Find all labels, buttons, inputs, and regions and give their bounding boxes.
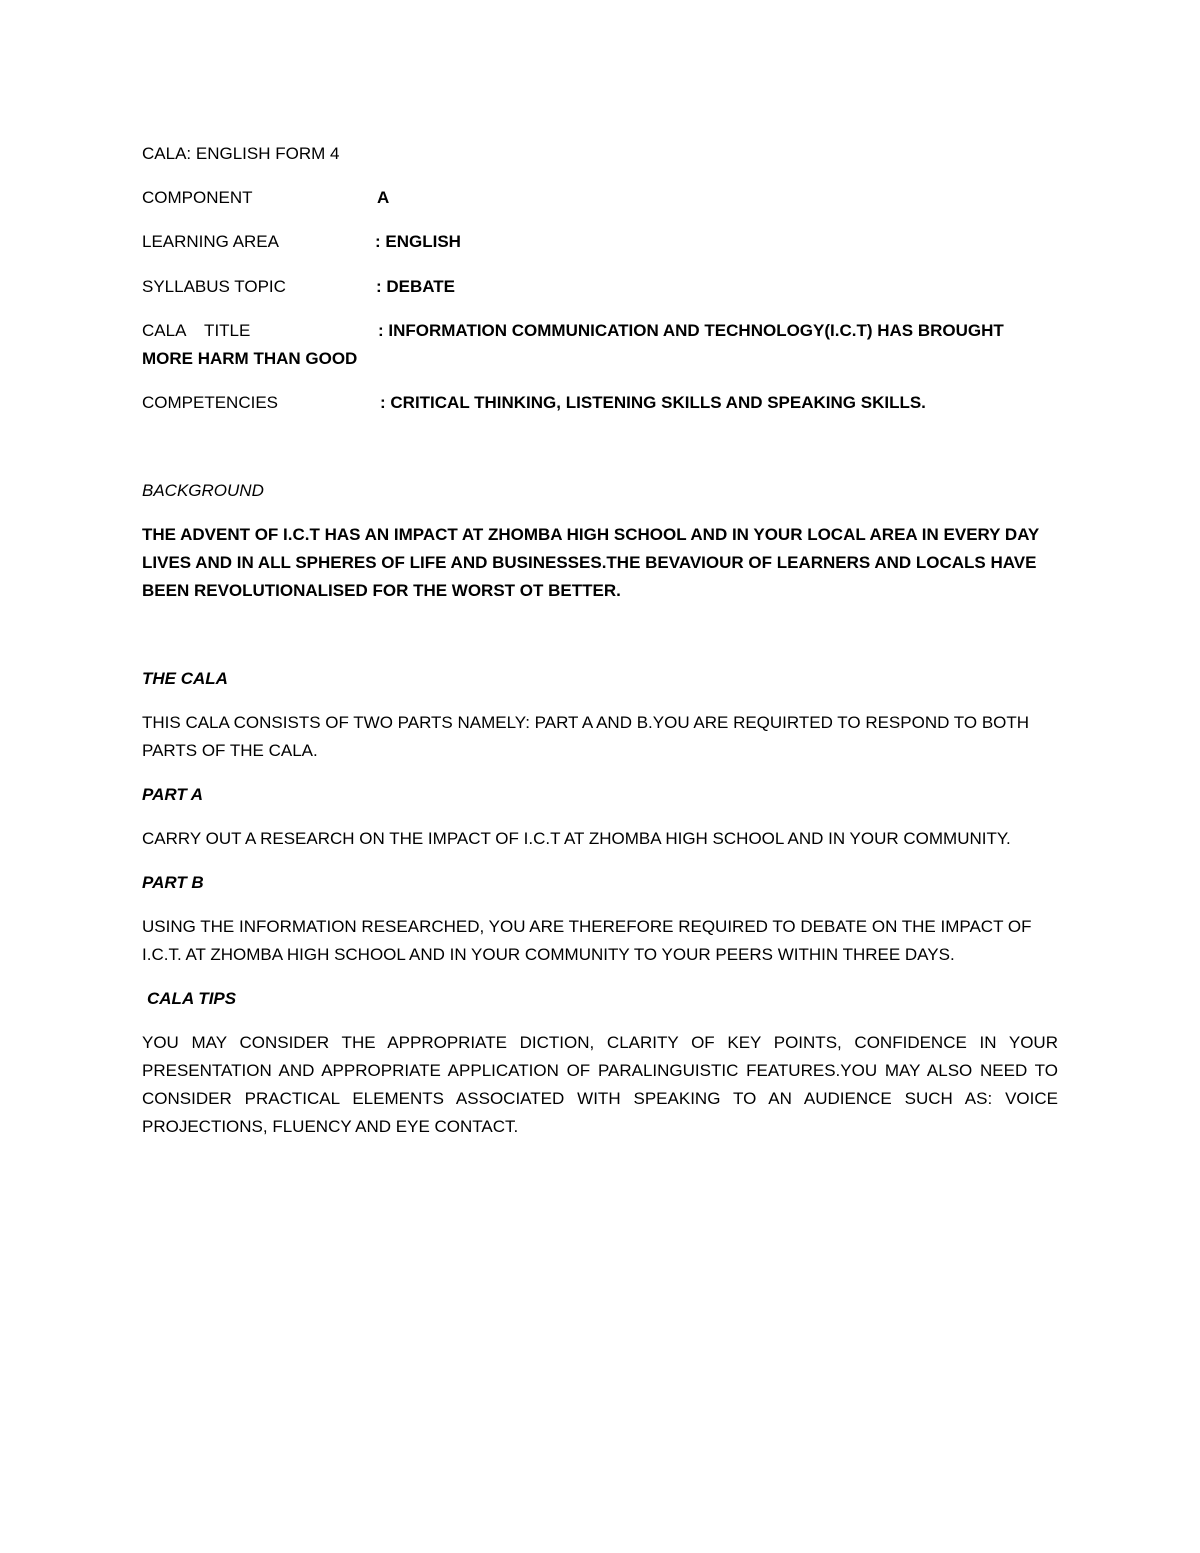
background-heading: BACKGROUND xyxy=(142,481,264,500)
component-value: A xyxy=(377,188,390,207)
part-b-text: USING THE INFORMATION RESEARCHED, YOU ARE THEREFORE REQUIRED TO DEBATE ON THE IMPACT OF I.C.T. AT ZHOMBA HIGH SCHOOL AND IN YOUR COMMUNITY TO YOUR PEERS WITHIN THREE DAYS. xyxy=(142,917,1032,964)
cala-title-label: CALA TITLE xyxy=(142,321,251,340)
part-a-text: CARRY OUT A RESEARCH ON THE IMPACT OF I.C.T AT ZHOMBA HIGH SCHOOL AND IN YOUR COMMUNITY. xyxy=(142,829,1011,848)
cala-tips-heading: CALA TIPS xyxy=(147,989,237,1008)
document-title: CALA: ENGLISH FORM 4 xyxy=(142,144,340,163)
syllabus-topic-label: SYLLABUS TOPIC xyxy=(142,277,286,296)
component-label: COMPONENT xyxy=(142,188,253,207)
the-cala-text: THIS CALA CONSISTS OF TWO PARTS NAMELY: PART A AND B.YOU ARE REQUIRTED TO RESPOND TO BOTH PARTS OF THE CALA. xyxy=(142,713,1030,760)
part-a-heading: PART A xyxy=(142,785,204,804)
competencies-value: : CRITICAL THINKING, LISTENING SKILLS AND SPEAKING SKILLS. xyxy=(380,393,926,412)
learning-area-label: LEARNING AREA xyxy=(142,232,279,251)
document-page xyxy=(142,140,1058,1141)
competencies-row xyxy=(142,389,1058,417)
component-row xyxy=(142,184,1058,212)
cala-title-row xyxy=(142,317,1058,345)
the-cala-heading: THE CALA xyxy=(142,669,228,688)
cala-title-value-cont: MORE HARM THAN GOOD xyxy=(142,349,358,368)
part-b-heading: PART B xyxy=(142,873,204,892)
syllabus-topic-row xyxy=(142,273,1058,301)
learning-area-value: : ENGLISH xyxy=(375,232,461,251)
syllabus-topic-value: : DEBATE xyxy=(376,277,456,296)
background-text: THE ADVENT OF I.C.T HAS AN IMPACT AT ZHOMBA HIGH SCHOOL AND IN YOUR LOCAL AREA IN EVERY DAY LIVES AND IN ALL SPHERES OF LIFE AND BUSINESSES.THE BEVAVIOUR OF LEARNERS AND LOCALS HAVE BEEN REVOLUTIONALISED FOR THE WORST OT BETTER. xyxy=(142,525,1039,600)
cala-title-value: : INFORMATION COMMUNICATION AND TECHNOLOGY(I.C.T) HAS BROUGHT xyxy=(378,321,1004,340)
learning-area-row xyxy=(142,228,1058,256)
competencies-label: COMPETENCIES xyxy=(142,393,279,412)
cala-tips-text: YOU MAY CONSIDER THE APPROPRIATE DICTION, CLARITY OF KEY POINTS, CONFIDENCE IN YOUR PRESENTATION AND APPROPRIATE APPLICATION OF PARALINGUISTIC FEATURES.YOU MAY ALSO NEED TO CONSIDER PRACTICAL ELEMENTS ASSOCIATED WITH SPEAKING TO AN AUDIENCE SUCH AS: VOICE PROJECTIONS, FLUENCY AND EYE CONTACT. xyxy=(142,1033,1058,1136)
